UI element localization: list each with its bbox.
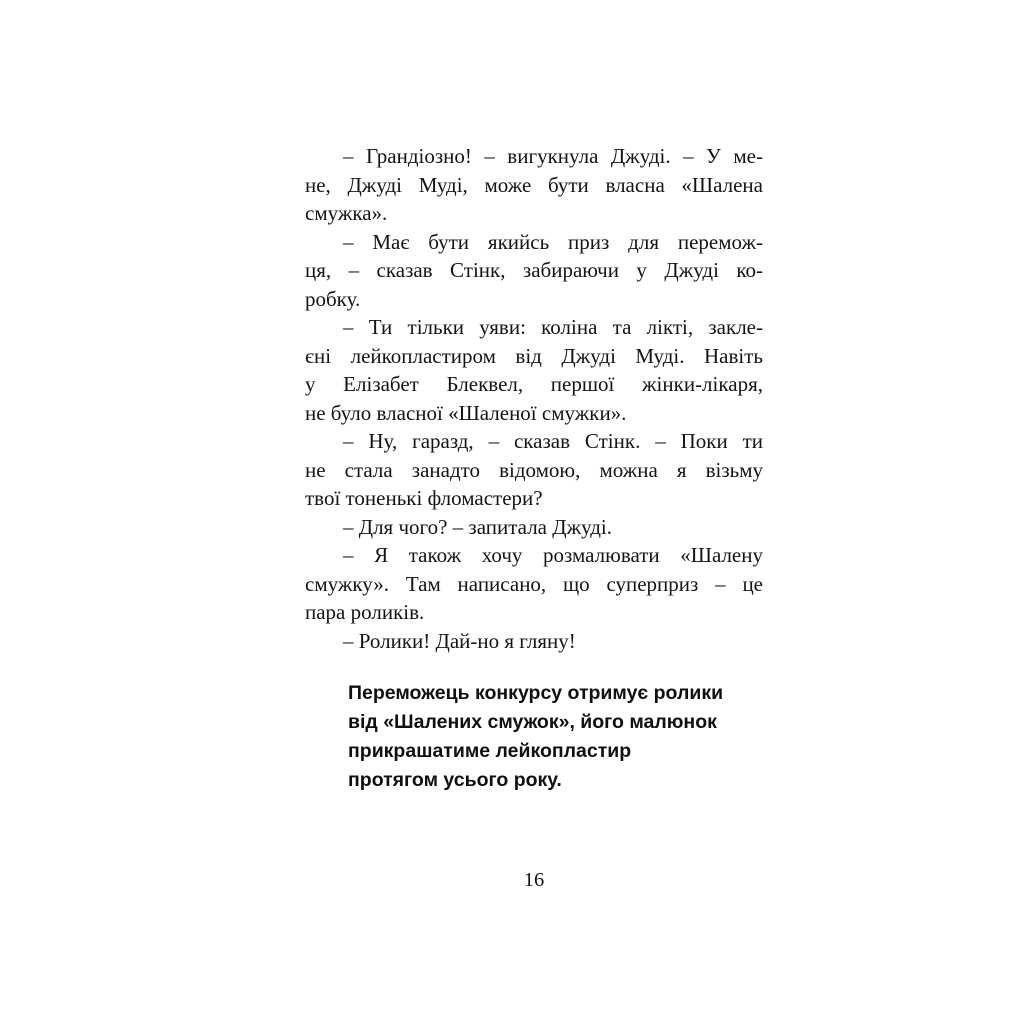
paragraph — [305, 541, 763, 627]
paragraph — [305, 427, 763, 513]
paragraph — [305, 142, 763, 228]
book-page-text — [305, 142, 763, 795]
paragraph — [305, 313, 763, 427]
text-line: ця, – сказав Стінк, забираючи у Джуді ко- — [305, 258, 763, 282]
text-line: – Ти тільки уяви: коліна та лікті, закле- — [343, 315, 763, 339]
paragraph — [305, 228, 763, 314]
text-line: смужка». — [305, 201, 388, 225]
text-line: не стала занадто відомою, можна я візьму — [305, 457, 763, 482]
text-line: – Я також хочу розмалювати «Шалену — [343, 543, 763, 567]
text-line: – Ну, гаразд, – сказав Стінк. – Поки ти — [343, 429, 763, 453]
paragraph — [305, 627, 763, 656]
text-line: не було власної «Шаленої смужки». — [305, 400, 627, 425]
text-line: не, Джуді Муді, може бути власна «Шалена — [305, 172, 763, 197]
text-line: робку. — [305, 286, 361, 311]
text-line: єні лейкопластиром від Джуді Муді. Навіть — [305, 343, 763, 368]
text-line: у Елізабет Блеквел, першої жінки-лікаря, — [305, 372, 763, 396]
text-line: пара роликів. — [305, 600, 425, 624]
text-line: твої тоненькі фломастери? — [305, 486, 543, 510]
note-line: від «Шалених смужок», його малюнок — [348, 711, 717, 733]
note-line: протягом усього року. — [348, 769, 562, 791]
bold-note-block — [348, 679, 763, 795]
page-number: 16 — [523, 869, 545, 891]
note-line: прикрашатиме лейкопластир — [348, 740, 632, 762]
note-line: Переможець конкурсу отримує ролики — [348, 682, 724, 704]
text-line: смужку». Там написано, що суперприз – це — [305, 571, 763, 596]
text-line: – Для чого? – запитала Джуді. — [343, 514, 613, 539]
text-line: – Грандіозно! – вигукнула Джуді. – У ме- — [343, 144, 763, 168]
text-line: – Ролики! Дай-но я гляну! — [343, 628, 576, 653]
paragraph — [305, 513, 763, 542]
text-line: – Має бути якийсь приз для перемож- — [343, 229, 763, 254]
